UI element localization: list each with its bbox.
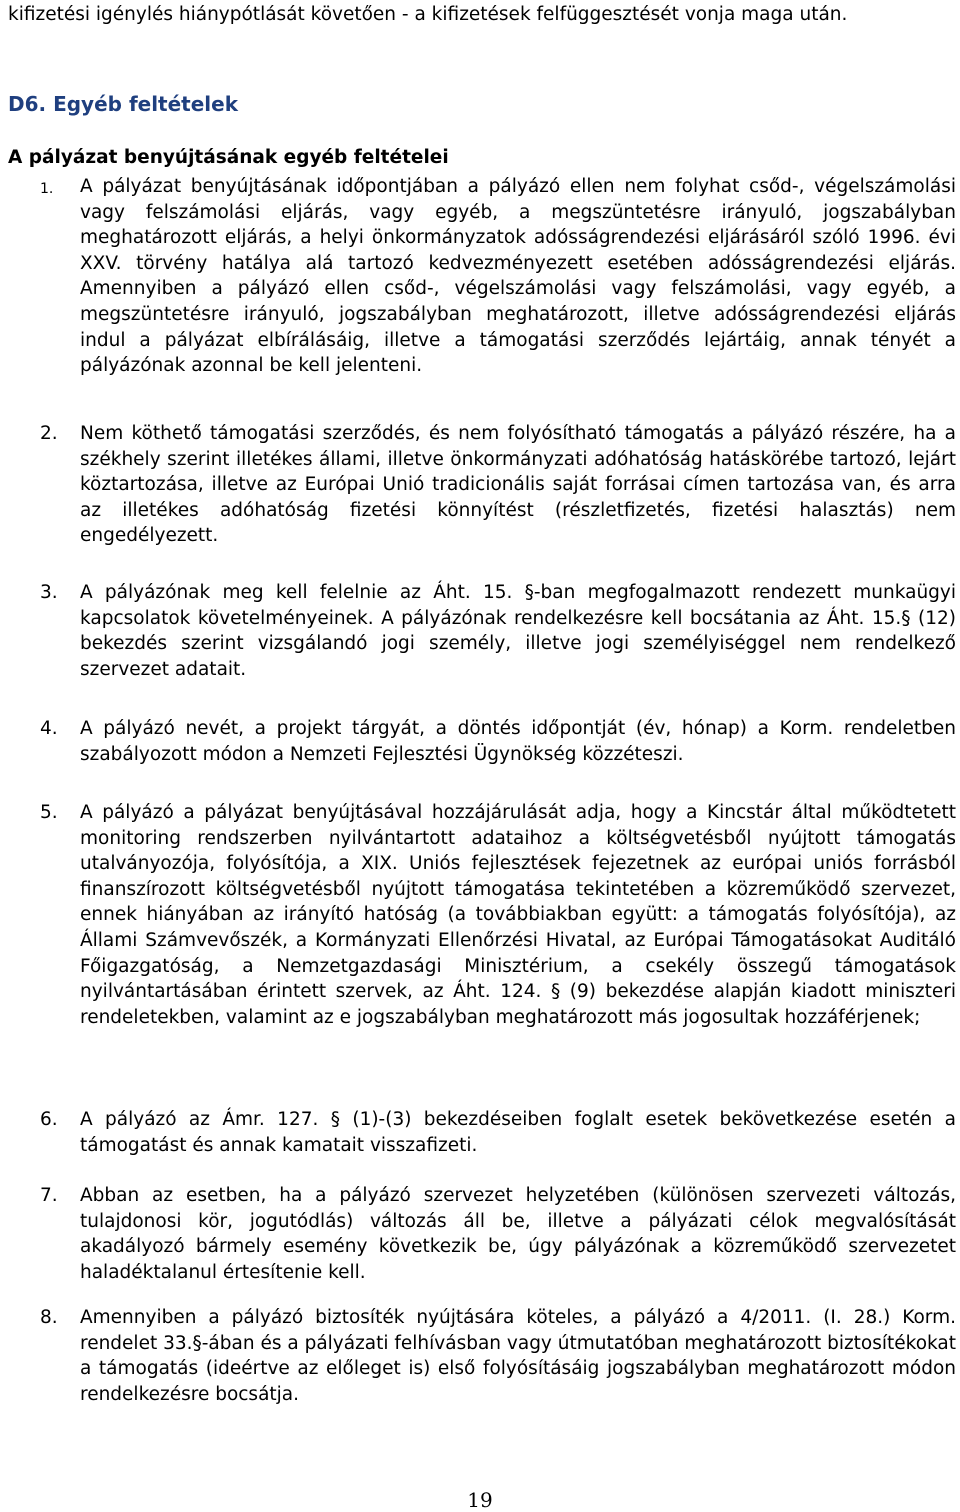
list-item-text: Amennyiben a pályázó biztosíték nyújtására köteles, a pályázó a 4/2011. (I. 28.) Korm. rendelet 33.§-ában és a pályázati felhívásban vagy útmutatóban meghatározott biztosítékokat a támogatás (ideértve az előleget is) első folyósításáig jogszabályban meghatározott módon rendelkezésre bocsátja.	[80, 1307, 957, 1405]
list-item-4	[40, 716, 956, 767]
list-item-text: Abban az esetben, ha a pályázó szervezet helyzetében (különösen szervezeti változás, tulajdonosi kör, jogutódlás) változás áll be, illetve a pályázati célok megvalósítását akadályozó bármely esemény következik be, úgy pályázónak a közreműködő szervezetet haladéktalanul értesítenie kell.	[80, 1185, 956, 1283]
subheading: A pályázat benyújtásának egyéb feltételei	[8, 147, 449, 168]
section-heading: D6. Egyéb feltételek	[8, 92, 239, 116]
list-item-2	[40, 421, 956, 549]
list-item-3	[40, 580, 956, 682]
page-number: 19	[467, 1488, 493, 1512]
list-item-number: 5.	[40, 802, 58, 823]
list-item-text: A pályázó nevét, a projekt tárgyát, a döntés időpontját (év, hónap) a Korm. rendeletben szabályozott módon a Nemzeti Fejlesztési Ügynökség közzéteszi.	[80, 718, 956, 765]
list-item-number: 3.	[40, 582, 58, 603]
list-item-5	[40, 800, 956, 1030]
list-item-number: 6.	[40, 1109, 58, 1130]
list-item-text: A pályázó a pályázat benyújtásával hozzájárulását adja, hogy a Kincstár által működtetett monitoring rendszerben nyilvántartott adataihoz a költségvetésből nyújtott támogatás utalványozója, folyósítója, a XIX. Uniós fejlesztések fejezetnek az európai uniós forrásból finanszírozott költségvetésből nyújtott támogatása tekintetében a közreműködő szervezet, ennek hiányában az irányító hatóság (a továbbiakban együtt: a támogatás folyósítója), az Állami Számvevőszék, a Kormányzati Ellenőrzési Hivatal, az Európai Támogatásokat Auditáló Főigazgatóság, a Nemzetgazdasági Minisztérium, a csekély összegű támogatások nyilvántartásában érintett szervek, az Áht. 124. § (9) bekezdése alapján kiadott miniszteri rendeletekben, valamint az e jogszabályban meghatározott más jogosultak hozzáférjenek;	[80, 802, 956, 1028]
list-item-number: 4.	[40, 718, 58, 739]
list-item-text: A pályázat benyújtásának időpontjában a pályázó ellen nem folyhat csőd-, végelszámolási vagy felszámolási eljárás, vagy egyéb, a megszüntetésre irányuló, jogszabályban meghatározott eljárás, a helyi önkormányzatok adósságrendezési eljárásáról szóló 1996. évi XXV. törvény hatálya alá tartozó kedvezményezett esetében adósságrendezési eljárás. Amennyiben a pályázó ellen csőd-, végelszámolási vagy felszámolási, vagy egyéb, a megszüntetésre irányuló, jogszabályban meghatározott, illetve adósságrendezési eljárás indul a pályázat elbírálásáig, illetve a támogatási szerződés lejártáig, annak tényét a pályázónak azonnal be kell jelenteni.	[80, 176, 956, 377]
intro-paragraph: kifizetési igénylés hiánypótlását követően - a kifizetések felfüggesztését vonja maga után.	[8, 4, 848, 25]
list-item-8	[40, 1305, 956, 1407]
list-item-number: 7.	[40, 1185, 58, 1206]
list-item-number: 1.	[40, 181, 54, 197]
list-item-1	[40, 174, 956, 379]
list-item-6	[40, 1107, 956, 1158]
list-item-text: Nem köthető támogatási szerződés, és nem folyósítható támogatás a pályázó részére, ha a székhely szerint illetékes állami, illetve önkormányzati adóhatóság hatáskörébe tartozó, lejárt köztartozása, illetve az Európai Unió tradicionális saját forrásai címen tartozása van, és arra az illetékes adóhatóság fizetési könnyítést (részletfizetés, fizetési halasztás) nem engedélyezett.	[80, 423, 956, 547]
list-item-number: 8.	[40, 1307, 58, 1328]
list-item-number: 2.	[40, 423, 58, 444]
list-item-text: A pályázónak meg kell felelnie az Áht. 15. §-ban megfogalmazott rendezett munkaügyi kapcsolatok követelményeinek. A pályázónak rendelkezésre kell bocsátania az Áht. 15.§ (12) bekezdés szerint vizsgálandó jogi személy, illetve jogi személyiséggel nem rendelkező szervezet adatait.	[80, 582, 956, 680]
list-item-text: A pályázó az Ámr. 127. § (1)-(3) bekezdéseiben foglalt esetek bekövetkezése esetén a támogatást és annak kamatait visszafizeti.	[80, 1109, 956, 1156]
list-item-7	[40, 1183, 956, 1285]
